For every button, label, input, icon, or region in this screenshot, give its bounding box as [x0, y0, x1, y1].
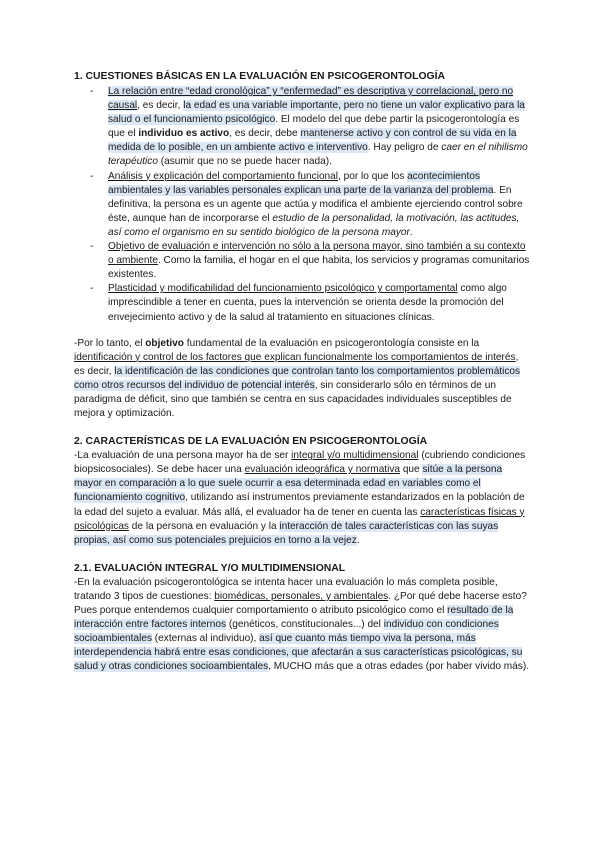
- text-run: (cubriendo condiciones biopsicosociales). Se debe hacer una: [74, 450, 526, 476]
- highlight: , en un ambiente activo e interventivo: [200, 142, 368, 154]
- text-run: . ¿Por qué debe hacerse esto? Pues porque entendemos cualquier comportamiento o atributo psicológico como el: [74, 590, 527, 616]
- italic-text: estudio de la personalidad, la motivación, las actitudes, así como el organismo en su sentido biológico de la persona mayor: [108, 212, 520, 238]
- text-run: . El modelo del que debe partir la psicogerontología es que el: [108, 114, 520, 140]
- underlined-text: biomédicas, personales, y ambientales: [214, 590, 389, 602]
- paragraph-objetivo: [74, 337, 530, 422]
- paragraph-evaluacion-integral: [74, 576, 530, 675]
- italic-text: caer en el nihilismo terapéutico: [108, 142, 528, 168]
- text-run: (externas al individuo),: [152, 633, 260, 645]
- underlined-text: características físicas y psicológicas: [74, 506, 525, 532]
- text-run: . En definitiva, la persona es un agente que actúa y modifica el ambiente ejerciendo control sobre éste, aunque han de incorporarse el: [108, 184, 523, 224]
- text-run: . Como la familia, el hogar en el que habita, los servicios y programas comunitarios existentes.: [108, 255, 530, 281]
- heading-section-1: 1. CUESTIONES BÁSICAS EN LA EVALUACIÓN EN PSICOGERONTOLOGÍA: [74, 71, 446, 82]
- bold-text: objetivo: [145, 337, 184, 349]
- list-item: [74, 282, 530, 324]
- bold-text: individuo es activo: [138, 128, 230, 140]
- text-run: (genéticos, constitucionales...) del: [226, 619, 384, 631]
- heading-section-2-1: 2.1. EVALUACIÓN INTEGRAL Y/O MULTIDIMENSIONAL: [74, 562, 346, 574]
- highlight: resultado de la interacción entre factores internos: [74, 605, 514, 631]
- text-run: , MUCHO más que a otras edades (por haber vivido más).: [268, 661, 530, 673]
- text-run: fundamental de la evaluación en psicogerontología consiste en la: [183, 337, 480, 349]
- underlined-text: identificación y control de los factores que explican funcionalmente los comportamientos de interés: [74, 351, 516, 363]
- text-run: que: [400, 464, 423, 476]
- list-item: [74, 240, 530, 282]
- highlight: acontecimientos ambientales y las variables personales explican una parte de la varianza del problema: [108, 170, 494, 196]
- text-run: .: [356, 534, 360, 546]
- bullet-dash: -: [90, 241, 94, 253]
- heading-section-2: 2. CARACTERÍSTICAS DE LA EVALUACIÓN EN PSICOGERONTOLOGÍA: [74, 436, 428, 448]
- underlined-text: integral y/o multidimensional: [291, 450, 419, 462]
- highlight: mantenerse activo y con control de su vida en la medida de lo posible: [108, 128, 517, 154]
- text-run: de la persona en evaluación y la: [128, 520, 280, 532]
- underlined-text: evaluación ideográfica y normativa: [244, 464, 401, 476]
- text-run: -Por lo tanto, el: [74, 337, 146, 349]
- highlight: la edad es una variable importante, pero no tiene un valor explicativo para la salud o el funcionamiento psicológico: [108, 100, 525, 126]
- text-run: , sin considerarlo sólo en términos de un paradigma de déficit, sino que también se centra en sus capacidades individuales susceptibles de mejora y optimización.: [74, 379, 512, 420]
- bullet-list: [74, 85, 530, 325]
- text-run: -La evaluación de una persona mayor ha de ser: [74, 450, 292, 462]
- bullet-dash: -: [90, 283, 94, 295]
- document-content: [74, 70, 530, 674]
- underlined-text: Plasticidad y modificabilidad del funcionamiento psicológico y comportamental: [108, 283, 458, 295]
- highlight: interacción de tales características con las suyas propias, así como sus potenciales prejuicios en torno a la vejez: [74, 520, 499, 546]
- highlight: individuo con condiciones socioambientales: [74, 619, 499, 645]
- text-run: (asumir que no se puede hacer nada).: [157, 156, 332, 168]
- underlined-text: Análisis y explicación del comportamiento funcional: [108, 170, 339, 182]
- text-run: como algo imprescindible a tener en cuenta, pues la intervención se orienta desde la promoción del envejecimiento activo y de la salud al tratamiento en situaciones clínicas.: [108, 283, 507, 323]
- text-run: , por lo que los: [338, 170, 408, 182]
- text-run: , es decir, debe: [229, 128, 301, 140]
- text-run: , es decir,: [137, 100, 184, 112]
- text-run: .: [409, 226, 413, 238]
- highlight: la identificación de las condiciones que controlan tanto los comportamientos problemáticos como otros recursos del individuo de potencial interés: [74, 365, 521, 391]
- text-run: , utilizando así instrumentos previamente estandarizados en la población de la edad del sujeto a evaluar. Más allá, el evaluador ha de tener en cuenta las: [74, 492, 525, 518]
- text-run: . Hay peligro de: [367, 142, 442, 154]
- highlight: sitúe a la persona mayor en comparación a lo que suele ocurrir a esa determinada edad en variables como el funcionamiento cognitivo: [74, 464, 503, 504]
- bullet-dash: -: [90, 170, 94, 182]
- bullet-dash: -: [90, 86, 94, 97]
- list-item: [74, 85, 530, 170]
- text-run: -En la evaluación psicogerontológica se intenta hacer una evaluación lo más completa posible, tratando 3 tipos de cuestiones:: [74, 576, 498, 602]
- list-item: [74, 170, 530, 240]
- paragraph-caracteristicas: [74, 449, 530, 548]
- text-run: , es decir,: [74, 351, 519, 377]
- underlined-text: Objetivo de evaluación e intervención no sólo a la persona mayor, sino también a su contexto o ambiente: [108, 241, 526, 267]
- underlined-highlight: La relación entre “edad cronológica” y “enfermedad” es descriptiva y correlacional, pero no causal: [108, 86, 514, 112]
- highlight: así que cuanto más tiempo viva la persona, más interdependencia habrá entre esas condiciones, que afectarán a sus características psicológicas, su salud y otras condiciones socioambientales: [74, 633, 523, 673]
